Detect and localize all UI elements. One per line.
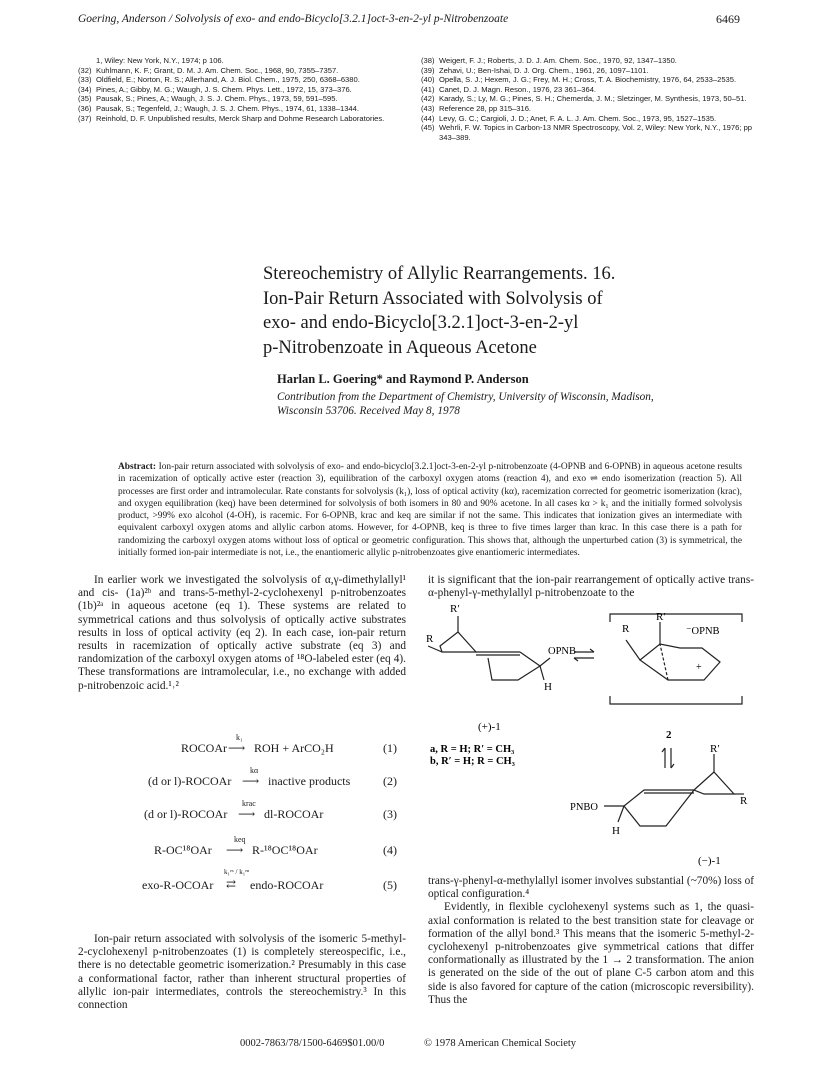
eq-number: (2) <box>383 774 397 788</box>
abstract <box>118 461 742 559</box>
reference-item: (40) Opella, S. J.; Hexem, J. G.; Frey, M. H.; Cross, T. A. Biochemistry, 1976, 64, 2533–2535. <box>421 75 737 85</box>
eq-right: ROH + ArCO₂H <box>254 741 334 755</box>
equation-2 <box>78 766 406 792</box>
label-cation-plus: + <box>696 662 702 673</box>
reference-item: (43) Reference 28, pp 315–316. <box>421 103 532 113</box>
label-plus-1: (+)-1 <box>478 721 501 733</box>
reference-item: (39) Zehavi, U.; Ben-Ishai, D. J. Org. Chem., 1961, 26, 1097–1101. <box>421 65 649 75</box>
label-h: H <box>544 681 552 693</box>
reference-item: (41) Canet, D. J. Magn. Reson., 1976, 23 361–364. <box>421 84 597 94</box>
title-line: Ion-Pair Return Associated with Solvolysis of <box>263 288 603 309</box>
title-line: p-Nitrobenzoate in Aqueous Acetone <box>263 337 537 358</box>
label-h-2: H <box>612 825 620 837</box>
body-right-end <box>428 875 754 1007</box>
title-line: Stereochemistry of Allylic Rearrangements. 16. <box>263 264 616 284</box>
copyright: © 1978 American Chemical Society <box>424 1038 577 1049</box>
legend-b: b, R′ = H; R = CH₃ <box>430 756 515 767</box>
page-number: 6469 <box>716 12 740 26</box>
label-r-prime-3: R′ <box>710 743 720 755</box>
legend-a: a, R = H; R′ = CH₃ <box>430 744 515 755</box>
reference-item: (32) Kuhlmann, K. F.; Grant, D. M. J. Am. Chem. Soc., 1968, 90, 7355–7357. <box>78 65 339 75</box>
affiliation-text: Contribution from the Department of Chemistry, University of Wisconsin, Madison, Wisconsin 53706. <box>277 391 654 417</box>
abstract-label: Abstract: <box>118 462 157 472</box>
body-left-intro <box>78 574 406 693</box>
reference-item: (42) Karady, S.; Ly, M. G.; Pines, S. H.; Chemerda, J. M.; Sletzinger, M. Synthesis, 1973, 50–51. <box>421 94 747 104</box>
reference-item: (44) Levy, G. C.; Cargioli, J. D.; Anet, F. A. L. J. Am. Chem. Soc., 1973, 95, 1527–1535. <box>421 113 717 123</box>
label-r-prime: R′ <box>450 603 460 615</box>
paragraph: trans-γ-phenyl-α-methylallyl isomer involves substantial (~70%) loss of optical configuration.⁴ <box>428 875 754 901</box>
label-pnbo: PNBO <box>570 802 599 813</box>
eq-arrow: ⟶ <box>226 843 244 857</box>
eq-left: (d or l)-ROCOAr <box>144 807 228 821</box>
label-r: R <box>426 633 434 645</box>
paragraph: Evidently, in flexible cyclohexenyl systems such as 1, the quasi-axial conformation is related to the best transition state for cleavage or formation of the allyl bond.³ This means that the isomeric 5-methyl-2-cyclohexenyl p-nitrobenzoates give symmetrical cations that differ conformationally as illustrated by the 1 → 2 transformation. The anion is generated on the side of the out of plane C-5 carbon atom and this side is also favored for capture of the cation (microscopic reversibility). Thus the <box>428 901 754 1006</box>
eq-rate-constant: kα <box>250 766 259 775</box>
label-r-3: R <box>740 795 748 807</box>
equation-3 <box>78 799 406 825</box>
label-r-prime-2: R′ <box>656 611 666 623</box>
reference-item: (36) Pausak, S.; Tegenfeld, J.; Waugh, J. S. J. Chem. Phys., 1974, 61, 1338–1344. <box>78 103 359 113</box>
label-minus-1: (−)-1 <box>698 855 721 867</box>
eq-left: R-OC¹⁸OAr <box>154 843 212 857</box>
article-code: 0002-7863/78/1500-6469$01.00/0 <box>240 1038 385 1049</box>
eq-rate-constant: k₁ᵉˣ / k₁ᵉⁿ <box>224 868 250 876</box>
reaction-scheme <box>428 600 754 872</box>
eq-arrow: ⟶ <box>228 741 246 755</box>
article-title <box>263 262 743 360</box>
body-left-end <box>78 933 406 1012</box>
abstract-text: Ion-pair return associated with solvolysis of exo- and endo-bicyclo[3.2.1]oct-3-en-2-yl p-nitrobenzoate (4-OPNB and 6-OPNB) in aqueous acetone results in racemization of optically active ester (reaction 3), equilibration of the carboxyl oxygen atoms (reaction 4), and exo ⇌ endo isomerization (reaction 5). All processes are first order and intramolecular. Rate constants for solvolysis (k₁), loss of optical activity (kα), racemization corrected for geometric isomerization (krac), and oxygen equilibration (keq) have been determined for solvolysis of both isomers in 80 and 90% acetone. In all cases kα > k₁ and the initially formed solvolysis product, >99% exo alcohol (4-OH), is racemic. For 6-OPNB, krac and keq are similar if not the same. This indicates that ionization gives an intermediate with equivalent carboxyl oxygen atoms and allylic carbon atoms. However, for 4-OPNB, keq is three to five times larger than krac. In this case there is a path for randomizing the carboxyl oxygen atoms without loss of optical or geometric configuration. This shows that, although the unperturbed cation (3) is symmetrical, the initially formed ion-pair intermediate is not, i.e., the enantiomeric allylic p-nitrobenzoates give enantiomeric intermediates. <box>118 462 743 559</box>
label-2: 2 <box>666 729 672 741</box>
eq-number: (4) <box>383 843 397 857</box>
eq-right: R-¹⁸OC¹⁸OAr <box>252 843 318 857</box>
paragraph: it is significant that the ion-pair rearrangement of optically active trans-α-phenyl-γ-methylallyl p-nitrobenzoate to the <box>428 574 754 600</box>
eq-number: (3) <box>383 807 397 821</box>
eq-rate-constant: k₁ <box>236 733 243 742</box>
references-right-column <box>421 56 754 142</box>
eq-right: dl-ROCOAr <box>264 807 324 821</box>
authors: Harlan L. Goering* and Raymond P. Anderson <box>277 372 529 386</box>
reference-item: (33) Oldfield, E.; Norton, R. S.; Allerhand, A. J. Biol. Chem., 1975, 250, 6368–6380. <box>78 75 360 85</box>
equation-4 <box>78 835 406 861</box>
label-opnb: OPNB <box>548 646 577 657</box>
structure-plus-1 <box>428 616 550 680</box>
title-line: exo- and endo-Bicyclo[3.2.1]oct-3-en-2-yl <box>263 313 579 333</box>
reference-item: (34) Pines, A.; Gibby, M. G.; Waugh, J. S. Chem. Phys. Lett., 1972, 15, 373–376. <box>78 84 352 94</box>
paragraph: Ion-pair return associated with solvolysis of the isomeric 5-methyl-2-cyclohexenyl p-nitrobenzoates (1) is completely stereospecific, i.e., there is no detectable geometric isomerization.² Presumably in this case a conformational factor, rather than inherent structural properties of allylic ion-pair intermediates, controls the stereochemistry.³ In this connection <box>78 933 406 1012</box>
paragraph: In earlier work we investigated the solvolysis of α,γ-dimethylallyl¹ and cis- (1a)²ᵇ and trans-5-methyl-2-cyclohexenyl p-nitrobenzoates (1b)²ᵃ in aqueous acetone (eq 1). These systems are related to symmetrical cations and thus solvolysis of optically active substrates results in loss of optical activity (eq 2). In each case, ion-pair return results in racemization of optically active substrate (eq 3) and randomization of the carboxyl oxygen atoms of ¹⁸O-labeled ester (eq 4). These transformations are intramolecular, i.e., no exchange with added p-nitrobenzoic acid.¹˒² <box>78 574 406 692</box>
eq-right: endo-ROCOAr <box>250 878 324 892</box>
eq-equilibrium-arrow: ⇄ <box>226 877 237 891</box>
eq-number: (1) <box>383 741 397 755</box>
eq-left: (d or l)-ROCOAr <box>148 774 232 788</box>
eq-right: inactive products <box>268 774 351 788</box>
reference-item: (38) Weigert, F. J.; Roberts, J. D. J. Am. Chem. Soc., 1970, 92, 1347–1350. <box>421 56 677 65</box>
equation-1 <box>78 733 406 759</box>
received-date: Received May 8, 1978 <box>359 405 460 417</box>
equation-5 <box>78 868 406 896</box>
eq-rate-constant: keq <box>234 835 246 844</box>
running-title: Goering, Anderson / Solvolysis of exo- and endo-Bicyclo[3.2.1]oct-3-en-2-yl p-Nitrobenzoate <box>78 13 509 25</box>
eq-left: ROCOAr <box>181 741 228 755</box>
eq-left: exo-R-OCOAr <box>142 878 214 892</box>
label-r-2: R <box>622 623 630 635</box>
references-left-column <box>78 56 406 123</box>
eq-number: (5) <box>383 878 397 892</box>
reference-item: (45) Wehrli, F. W. Topics in Carbon-13 NMR Spectroscopy, Vol. 2, Wiley: New York, N.Y., 1976; pp 343–389. <box>421 123 753 142</box>
affiliation <box>277 390 697 418</box>
reference-item: (37) Reinhold, D. F. Unpublished results, Merck Sharp and Dohme Research Laboratories. <box>78 113 385 123</box>
label-minus-opnb: ⁻OPNB <box>686 626 720 637</box>
eq-arrow: ⟶ <box>242 774 260 788</box>
eq-rate-constant: krac <box>242 799 256 808</box>
body-right-top <box>428 574 754 600</box>
eq-arrow: ⟶ <box>238 807 256 821</box>
reference-item: 1, Wiley: New York, N.Y., 1974; p 106. <box>96 56 224 65</box>
reference-item: (35) Pausak, S.; Pines, A.; Waugh, J. S. J. Chem. Phys., 1973, 59, 591–595. <box>78 94 338 104</box>
